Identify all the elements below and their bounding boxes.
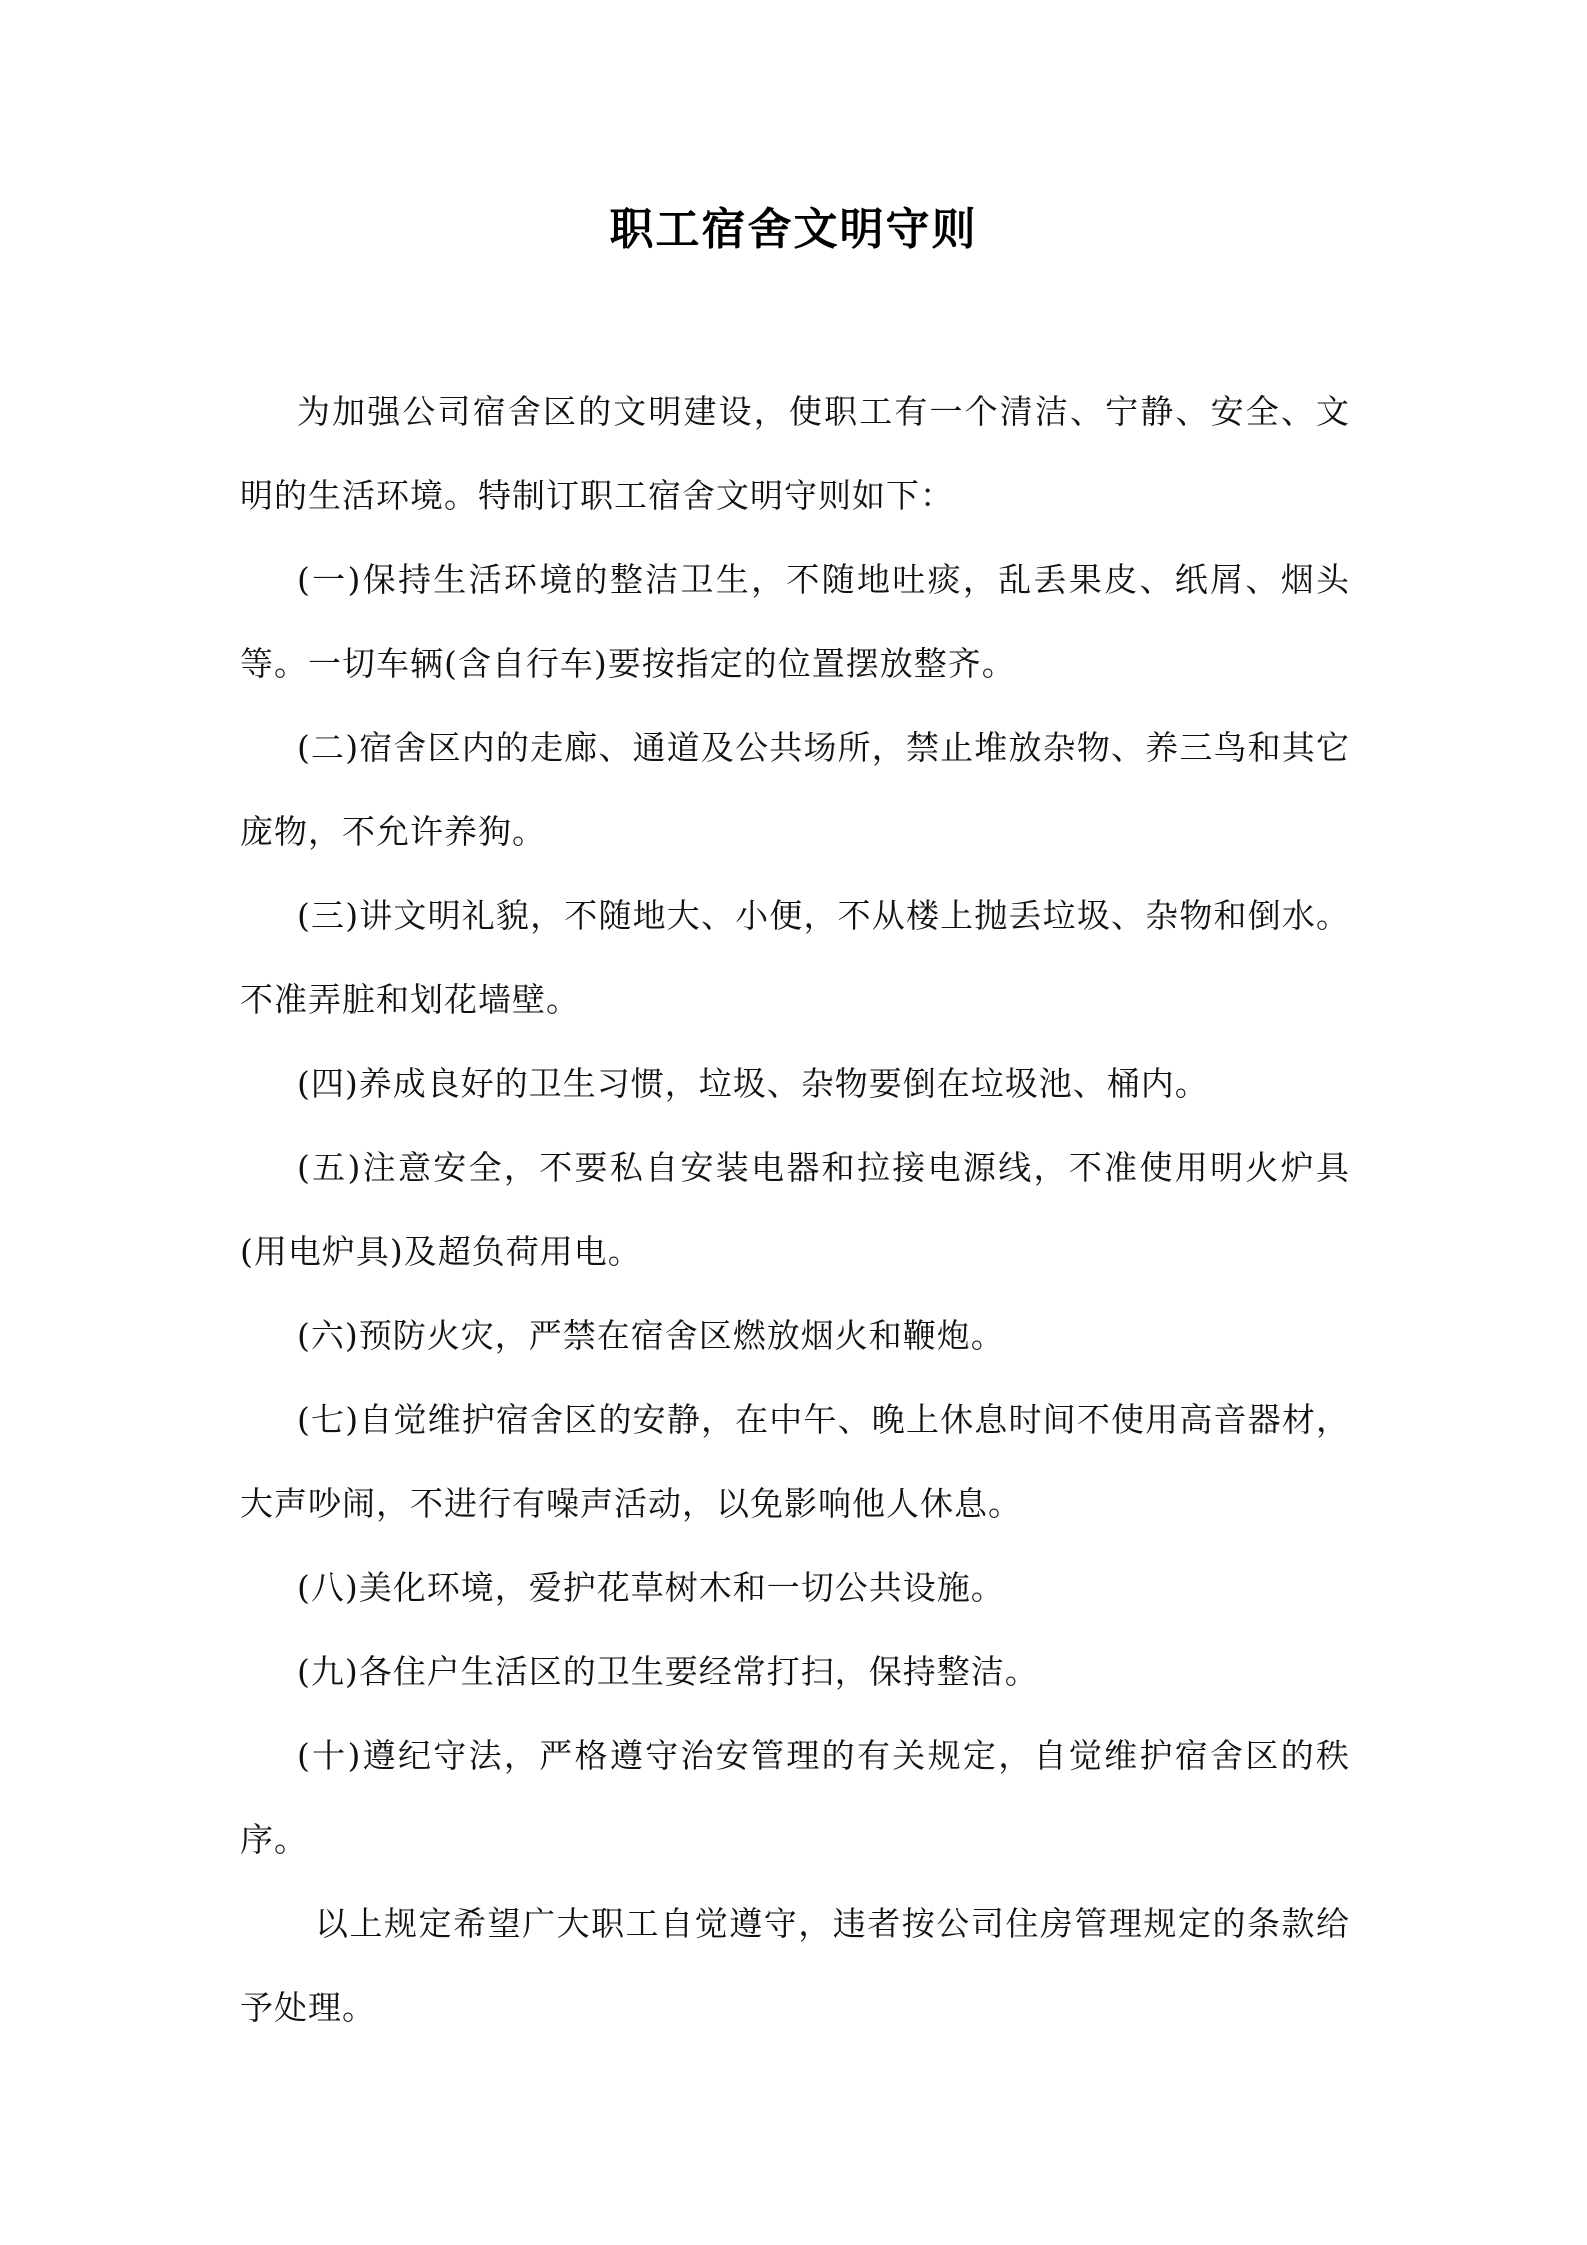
rule-3: (三)讲文明礼貌，不随地大、小便，不从楼上抛丢垃圾、杂物和倒水。不准弄脏和划花墙壁。 [240, 896, 1350, 1019]
rule-8: (八)美化环境，爱护花草树木和一切公共设施。 [297, 1568, 1005, 1607]
rule-7: (七)自觉维护宿舍区的安静，在中午、晚上休息时间不使用高音器材，大声吵闹，不进行有噪声活动，以免影响他人休息。 [240, 1400, 1350, 1523]
intro-paragraph: 为加强公司宿舍区的文明建设，使职工有一个清洁、宁静、安全、文明的生活环境。特制订职工宿舍文明守则如下： [240, 392, 1350, 515]
document-title: 职工宿舍文明守则 [609, 204, 978, 255]
rule-6: (六)预防火灾，严禁在宿舍区燃放烟火和鞭炮。 [297, 1316, 1005, 1355]
rule-1: (一)保持生活环境的整洁卫生，不随地吐痰，乱丢果皮、纸屑、烟头等。一切车辆(含自行车)要按指定的位置摆放整齐。 [240, 560, 1350, 683]
document-body [240, 370, 1350, 2050]
closing-paragraph: 以上规定希望广大职工自觉遵守，违者按公司住房管理规定的条款给予处理。 [240, 1904, 1350, 2027]
rule-9: (九)各住户生活区的卫生要经常打扫，保持整洁。 [297, 1652, 1039, 1691]
rule-4: (四)养成良好的卫生习惯，垃圾、杂物要倒在垃圾池、桶内。 [297, 1064, 1209, 1103]
rule-5: (五)注意安全，不要私自安装电器和拉接电源线，不准使用明火炉具(用电炉具)及超负荷用电。 [240, 1148, 1350, 1271]
rule-10: (十)遵纪守法，严格遵守治安管理的有关规定，自觉维护宿舍区的秩序。 [240, 1736, 1350, 1859]
rule-2: (二)宿舍区内的走廊、通道及公共场所，禁止堆放杂物、养三鸟和其它庞物，不允许养狗。 [240, 728, 1350, 851]
